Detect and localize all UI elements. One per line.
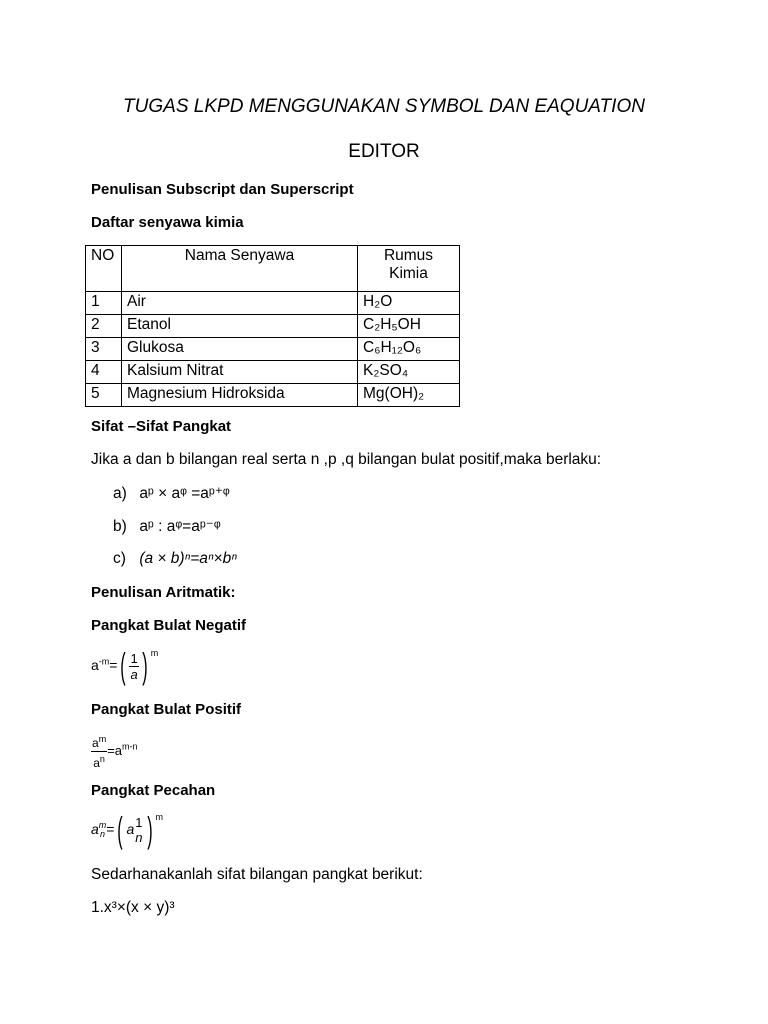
table-header-rumus-line1: Rumus	[383, 247, 434, 264]
table-cell-nama: Etanol	[122, 315, 358, 338]
formula-outer-exponent: m	[150, 648, 159, 658]
fraction-numerator	[91, 732, 107, 752]
table-cell-no: 3	[86, 338, 122, 361]
table-header-nama: Nama Senyawa	[122, 246, 358, 292]
table-header-no: NO	[86, 246, 122, 292]
formula-rhs-exponent: m-n	[122, 741, 138, 752]
table-cell-nama: Kalsium Nitrat	[122, 361, 358, 384]
exponent-numerator: m	[98, 820, 107, 831]
rule-text: aᵖ : aᵠ=aᵖ⁻ᵠ	[139, 518, 221, 535]
table-header-rumus-line2: Kimia	[389, 265, 428, 282]
table-cell-no: 1	[86, 292, 122, 315]
fraction-denominator	[91, 752, 107, 771]
exponent-denominator: n	[100, 829, 106, 840]
formula-pangkat-negatif	[91, 645, 159, 687]
formula-base: a	[91, 657, 99, 673]
table-row	[86, 315, 460, 338]
section-heading-subscript: Penulisan Subscript dan Superscript	[91, 181, 354, 198]
table-cell-no: 4	[86, 361, 122, 384]
fraction-numerator: 1	[135, 815, 143, 831]
formula-exponent: -m	[98, 656, 110, 667]
denominator-exponent: n	[99, 754, 105, 764]
formula-equals: =	[106, 821, 115, 837]
fraction-denominator: a	[130, 666, 138, 682]
heading-pangkat-positif: Pangkat Bulat Positif	[91, 701, 242, 718]
numerator-base: a	[92, 736, 99, 750]
numerator-exponent: m	[98, 734, 107, 744]
rule-label: a)	[113, 485, 127, 502]
fraction-numerator: 1	[130, 650, 138, 666]
section-heading-sifat-pangkat: Sifat –Sifat Pangkat	[91, 418, 232, 435]
table-cell-nama: Air	[122, 292, 358, 315]
rule-label: b)	[113, 518, 127, 535]
table-header-row	[86, 246, 460, 292]
table-cell-rumus: H₂O	[358, 292, 460, 315]
table-cell-no: 5	[86, 384, 122, 407]
fraction	[91, 732, 107, 771]
table-header-rumus	[358, 246, 460, 292]
section-heading-daftar-senyawa: Daftar senyawa kimia	[91, 214, 244, 231]
rule-text: aᵖ × aᵠ =aᵖ⁺ᵠ	[139, 485, 230, 502]
intro-paragraph: Jika a dan b bilangan real serta n ,p ,q bilangan bulat positif,maka berlaku:	[91, 451, 602, 468]
document-title-line1: TUGAS LKPD MENGGUNAKAN SYMBOL DAN EAQUATION	[123, 96, 645, 117]
heading-pangkat-pecahan: Pangkat Pecahan	[91, 782, 216, 799]
exercise-item-1: 1.x³×(x × y)³	[91, 899, 175, 916]
left-paren: (	[120, 645, 127, 687]
denominator-base: a	[93, 756, 100, 770]
exercise-instruction: Sedarhanakanlah sifat bilangan pangkat berikut:	[91, 866, 423, 883]
formula-rhs: =a	[107, 742, 123, 758]
formula-pangkat-pecahan	[91, 809, 164, 851]
fraction	[134, 815, 143, 845]
formula-pangkat-positif	[91, 732, 138, 771]
table-row	[86, 338, 460, 361]
right-paren: )	[142, 645, 148, 687]
chemical-compounds-table	[85, 245, 460, 407]
section-heading-aritmatik: Penulisan Aritmatik:	[91, 584, 236, 601]
formula-equals: =	[109, 657, 118, 673]
rule-label: c)	[113, 550, 126, 567]
rule-item-c	[113, 550, 237, 568]
table-row	[86, 361, 460, 384]
right-paren: )	[146, 809, 153, 851]
table-cell-nama: Glukosa	[122, 338, 358, 361]
document-title-line2: EDITOR	[348, 141, 420, 162]
left-paren: (	[117, 809, 124, 851]
table-cell-nama: Magnesium Hidroksida	[122, 384, 358, 407]
formula-outer-exponent: m	[155, 812, 164, 822]
table-cell-no: 2	[86, 315, 122, 338]
fraction	[129, 651, 138, 682]
table-cell-rumus: C₆H₁₂O₆	[358, 338, 460, 361]
formula-base: a	[91, 821, 99, 837]
table-cell-rumus: K₂SO₄	[358, 361, 460, 384]
table-cell-rumus: C₂H₅OH	[358, 315, 460, 338]
table-row	[86, 292, 460, 315]
formula-inner-base: a	[126, 821, 135, 837]
table-row	[86, 384, 460, 407]
rule-item-a	[113, 484, 230, 503]
table-cell-rumus: Mg(OH)₂	[358, 384, 460, 407]
rule-item-b	[113, 517, 221, 536]
fraction-denominator: n	[135, 830, 143, 846]
heading-pangkat-negatif: Pangkat Bulat Negatif	[91, 617, 247, 634]
rule-text: (a × b)ⁿ=aⁿ×bⁿ	[139, 550, 237, 567]
